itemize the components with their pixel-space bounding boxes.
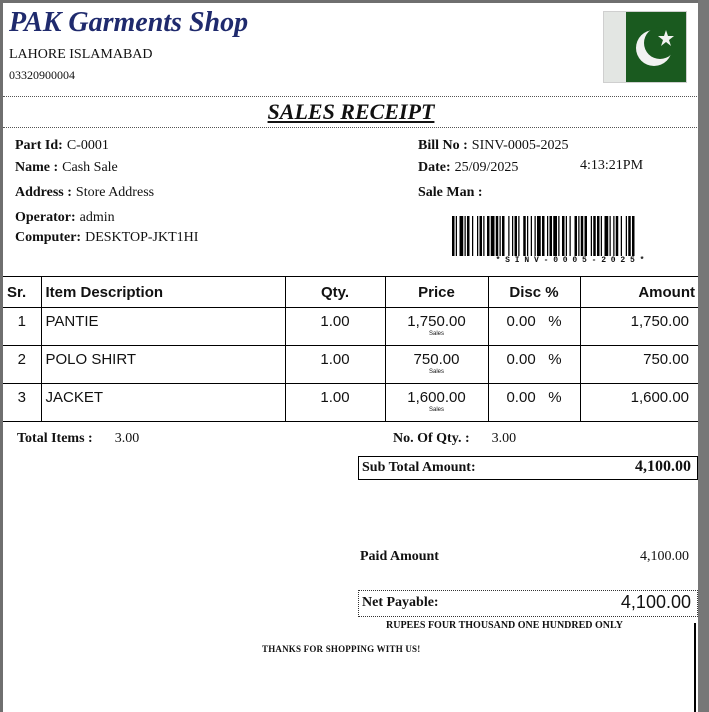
table-header-row xyxy=(3,277,698,308)
col-header-amount: Amount xyxy=(580,277,698,308)
receipt-title: SALES RECEIPT xyxy=(267,99,435,124)
col-header-description: Item Description xyxy=(41,277,285,308)
date-value: 25/09/2025 xyxy=(454,160,519,175)
page-shadow xyxy=(698,0,709,712)
part-id-label: Part Id: xyxy=(15,138,63,153)
total-items-row xyxy=(17,429,139,447)
computer-label: Computer: xyxy=(15,230,82,245)
row-amount: 750.00 xyxy=(580,346,698,384)
sub-total-label: Sub Total Amount: xyxy=(362,460,476,475)
operator-value: admin xyxy=(79,210,115,225)
row-disc: 0.00 xyxy=(506,313,536,330)
bill-no-row xyxy=(418,136,569,154)
no-of-qty-label: No. Of Qty. : xyxy=(393,431,470,446)
bill-no-label: Bill No : xyxy=(418,138,468,153)
total-items-value: 3.00 xyxy=(114,431,140,446)
row-price-cell xyxy=(385,384,488,422)
row-disc-pct: % xyxy=(548,313,562,330)
paid-amount-label: Paid Amount xyxy=(360,549,439,564)
table-row xyxy=(3,308,698,346)
no-of-qty-value: 3.00 xyxy=(491,431,517,446)
amount-in-words: RUPEES FOUR THOUSAND ONE HUNDRED ONLY xyxy=(386,620,623,631)
sale-man-row xyxy=(418,183,483,201)
time-value: 4:13:21PM xyxy=(580,158,644,173)
shop-phone: 03320900004 xyxy=(9,68,75,82)
col-header-qty: Qty. xyxy=(285,277,385,308)
col-header-disc: Disc % xyxy=(488,277,580,308)
bill-no-value: SINV-0005-2025 xyxy=(471,138,569,153)
total-items-label: Total Items : xyxy=(17,431,93,446)
row-description: PANTIE xyxy=(41,308,285,346)
net-payable-label: Net Payable: xyxy=(362,595,439,610)
sub-total-value: 4,100.00 xyxy=(635,458,691,475)
row-disc-cell xyxy=(488,384,580,422)
row-sr: 1 xyxy=(3,308,41,346)
address-value: Store Address xyxy=(75,185,155,200)
table-row xyxy=(3,346,698,384)
net-payable-value: 4,100.00 xyxy=(620,592,691,612)
row-sr: 2 xyxy=(3,346,41,384)
row-price-note: Sales xyxy=(428,407,444,413)
thanks-message: THANKS FOR SHOPPING WITH US! xyxy=(262,644,421,654)
header-divider xyxy=(3,96,698,97)
row-disc-pct: % xyxy=(548,389,562,406)
net-payable-box xyxy=(358,590,698,617)
name-value: Cash Sale xyxy=(62,160,118,175)
sub-total-box xyxy=(358,456,698,480)
part-id-row xyxy=(15,136,109,154)
row-price-note: Sales xyxy=(428,369,444,375)
row-amount: 1,600.00 xyxy=(580,384,698,422)
row-description: POLO SHIRT xyxy=(41,346,285,384)
address-row xyxy=(15,183,154,201)
pakistan-flag-icon xyxy=(603,11,687,83)
col-header-sr: Sr. xyxy=(3,277,41,308)
row-price: 1,750.00 xyxy=(407,313,466,330)
part-id-value: C-0001 xyxy=(66,138,109,153)
sale-man-label: Sale Man : xyxy=(418,185,483,200)
row-disc-cell xyxy=(488,308,580,346)
computer-value: DESKTOP-JKT1HI xyxy=(85,230,199,245)
name-label: Name : xyxy=(15,160,59,175)
col-header-price: Price xyxy=(385,277,488,308)
row-disc-pct: % xyxy=(548,351,562,368)
no-of-qty-row xyxy=(393,429,516,447)
shop-name: PAK Garments Shop xyxy=(9,7,249,38)
name-row xyxy=(15,158,118,176)
row-disc-cell xyxy=(488,346,580,384)
row-price-note: Sales xyxy=(428,331,444,337)
operator-label: Operator: xyxy=(15,210,76,225)
date-label: Date: xyxy=(418,160,451,175)
items-table xyxy=(3,276,698,422)
table-row xyxy=(3,384,698,422)
row-price: 750.00 xyxy=(413,351,460,368)
row-price: 1,600.00 xyxy=(407,389,466,406)
row-sr: 3 xyxy=(3,384,41,422)
row-price-cell xyxy=(385,308,488,346)
computer-row xyxy=(15,228,198,246)
shop-address: LAHORE ISLAMABAD xyxy=(9,47,153,62)
row-amount: 1,750.00 xyxy=(580,308,698,346)
right-border-line xyxy=(694,623,696,712)
address-label: Address : xyxy=(15,185,72,200)
barcode-text: * S I N V - 0 0 0 5 - 2 0 2 5 * xyxy=(452,256,688,265)
date-row xyxy=(418,158,518,176)
row-disc: 0.00 xyxy=(506,351,536,368)
row-description: JACKET xyxy=(41,384,285,422)
operator-row xyxy=(15,208,115,226)
barcode-bars xyxy=(452,216,688,258)
row-disc: 0.00 xyxy=(506,389,536,406)
row-qty: 1.00 xyxy=(285,346,385,384)
barcode-icon xyxy=(452,216,688,268)
row-qty: 1.00 xyxy=(285,384,385,422)
row-qty: 1.00 xyxy=(285,308,385,346)
row-price-cell xyxy=(385,346,488,384)
title-divider xyxy=(3,127,698,128)
paid-amount-value: 4,100.00 xyxy=(640,549,689,564)
